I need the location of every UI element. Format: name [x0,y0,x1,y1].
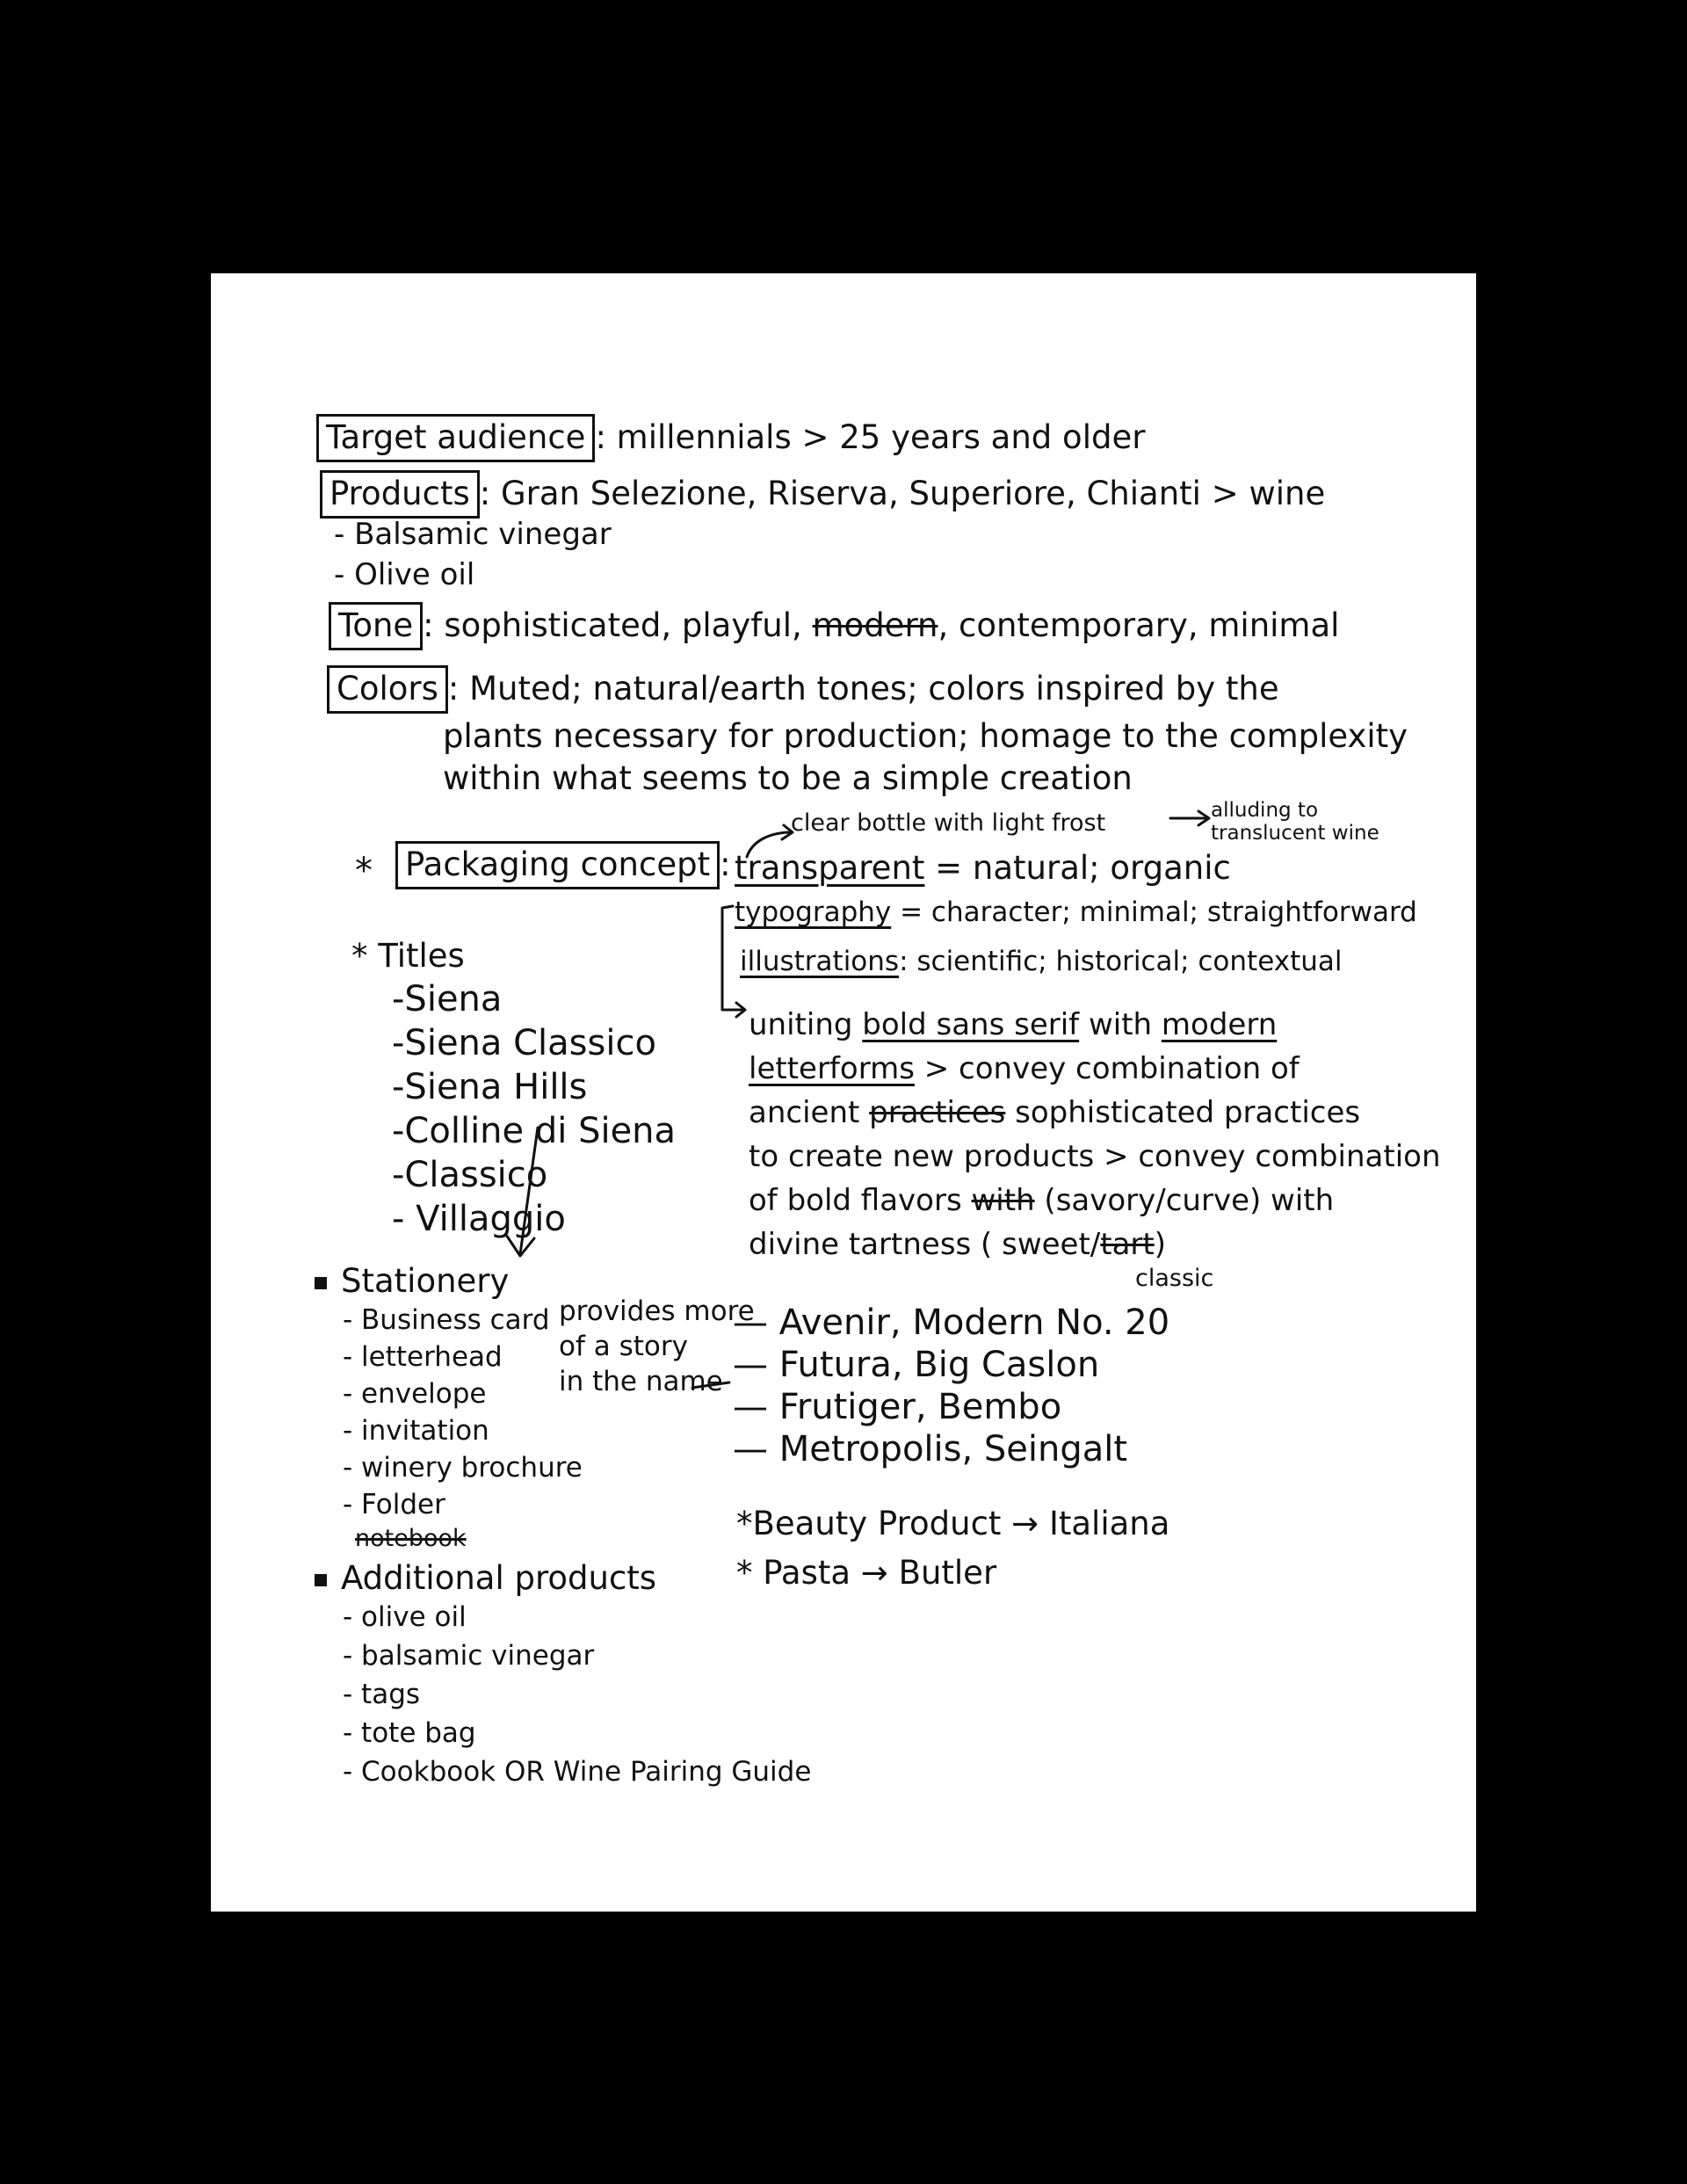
title-item: -Siena Classico [392,1023,656,1063]
story-to-fonts-arrow [692,1382,729,1388]
tone-label: Tone [329,602,423,650]
stationery-label: Stationery [341,1262,510,1300]
close-paren: ) [1154,1227,1167,1262]
font-pair-item: — Frutiger, Bembo [733,1387,1062,1427]
additional-item: - balsamic vinegar [343,1640,595,1672]
stationery-item: - winery brochure [343,1452,583,1484]
colors-text-3: within what seems to be a simple creation [443,759,1133,797]
alluding-note-2: translucent wine [1211,822,1379,845]
pasta-line: * Pasta → Butler [736,1554,997,1592]
title-item: -Colline di Siena [392,1111,677,1151]
stationery-item: - envelope [343,1378,487,1410]
sophisticated-text: sophisticated practices [1005,1095,1361,1130]
story-note-2: of a story [559,1331,688,1362]
of-bold-text: of bold flavors [749,1183,972,1218]
stationery-item: - Business card [343,1304,550,1336]
story-note-1: provides more [559,1295,755,1327]
additional-item: - tags [343,1679,421,1710]
to-create-line: to create new products > convey combination [749,1139,1441,1174]
additional-item: - olive oil [343,1601,467,1633]
uniting-word: uniting [749,1007,863,1042]
ancient-word: ancient [749,1095,870,1130]
tone-text-a: : sophisticated, playful, [423,606,813,644]
products-label: Products [320,470,480,519]
with-struck: with [971,1183,1035,1218]
tone-struck-word: modern [812,606,938,644]
font-pair-item: — Avenir, Modern No. 20 [733,1302,1170,1343]
tone-text-b: , contemporary, minimal [938,606,1340,644]
title-item: -Classico [392,1155,548,1195]
modern-word: modern [1161,1007,1278,1042]
alluding-note-1: alluding to [1211,799,1319,822]
ink-strokes [211,273,1476,1912]
bottle-note: clear bottle with light frost [791,809,1106,837]
typography-desc: = character; minimal; straightforward [891,896,1417,928]
practices-struck: practices [869,1095,1006,1130]
with-word: with [1079,1007,1162,1042]
font-pair-item: — Futura, Big Caslon [733,1345,1100,1385]
title-item: - Villaggio [392,1199,566,1239]
typography-bracket [722,906,743,1010]
notes-page [211,273,1476,1912]
titles-down-arrow [520,1128,538,1254]
font-pair-item: — Metropolis, Seingalt [733,1429,1128,1469]
stationery-item: - invitation [343,1415,489,1447]
colors-text-2: plants necessary for production; homage to the complexity [443,717,1408,755]
additional-item: - tote bag [343,1717,476,1749]
beauty-product-line: *Beauty Product → Italiana [736,1505,1170,1542]
title-item: -Siena Hills [392,1067,588,1107]
transparent-desc: = natural; organic [924,849,1231,887]
titles-heading: * Titles [351,937,465,975]
classic-note: classic [1135,1265,1214,1292]
products-item-olive-oil: - Olive oil [334,557,475,592]
packaging-label: Packaging concept [395,841,720,889]
transparent-word: transparent [735,849,925,887]
additional-item: - Cookbook OR Wine Pairing Guide [343,1756,812,1788]
products-item-balsamic: - Balsamic vinegar [334,517,612,552]
note-curve-arrow [747,832,791,857]
packaging-star: * [355,851,373,891]
packaging-colon: : [720,845,731,883]
bold-sans-serif: bold sans serif [862,1007,1080,1042]
typography-word: typography [735,896,892,928]
colors-text-1: : Muted; natural/earth tones; colors inspired by the [447,670,1279,707]
target-audience-text: : millennials > 25 years and older [595,418,1146,456]
colors-label: Colors [327,665,448,714]
convey-text-1: > convey combination of [914,1051,1300,1086]
letterforms-word: letterforms [749,1051,915,1086]
products-text: : Gran Selezione, Riserva, Superiore, Chianti > wine [479,475,1326,512]
stationery-item: - letterhead [343,1341,503,1373]
stationery-item: - Folder [343,1489,445,1520]
stationery-struck-item: notebook [355,1525,467,1552]
illustrations-desc: : scientific; historical; contextual [899,946,1343,977]
tart-struck: tart [1100,1227,1155,1262]
savory-text: (savory/curve) with [1034,1183,1335,1218]
additional-products-label: Additional products [341,1559,657,1597]
title-item: -Siena [392,979,503,1019]
illustrations-word: illustrations [740,946,900,977]
target-audience-label: Target audience [316,414,595,462]
divine-text: divine tartness ( sweet/ [749,1227,1101,1262]
story-note-3: in the name [559,1366,723,1397]
